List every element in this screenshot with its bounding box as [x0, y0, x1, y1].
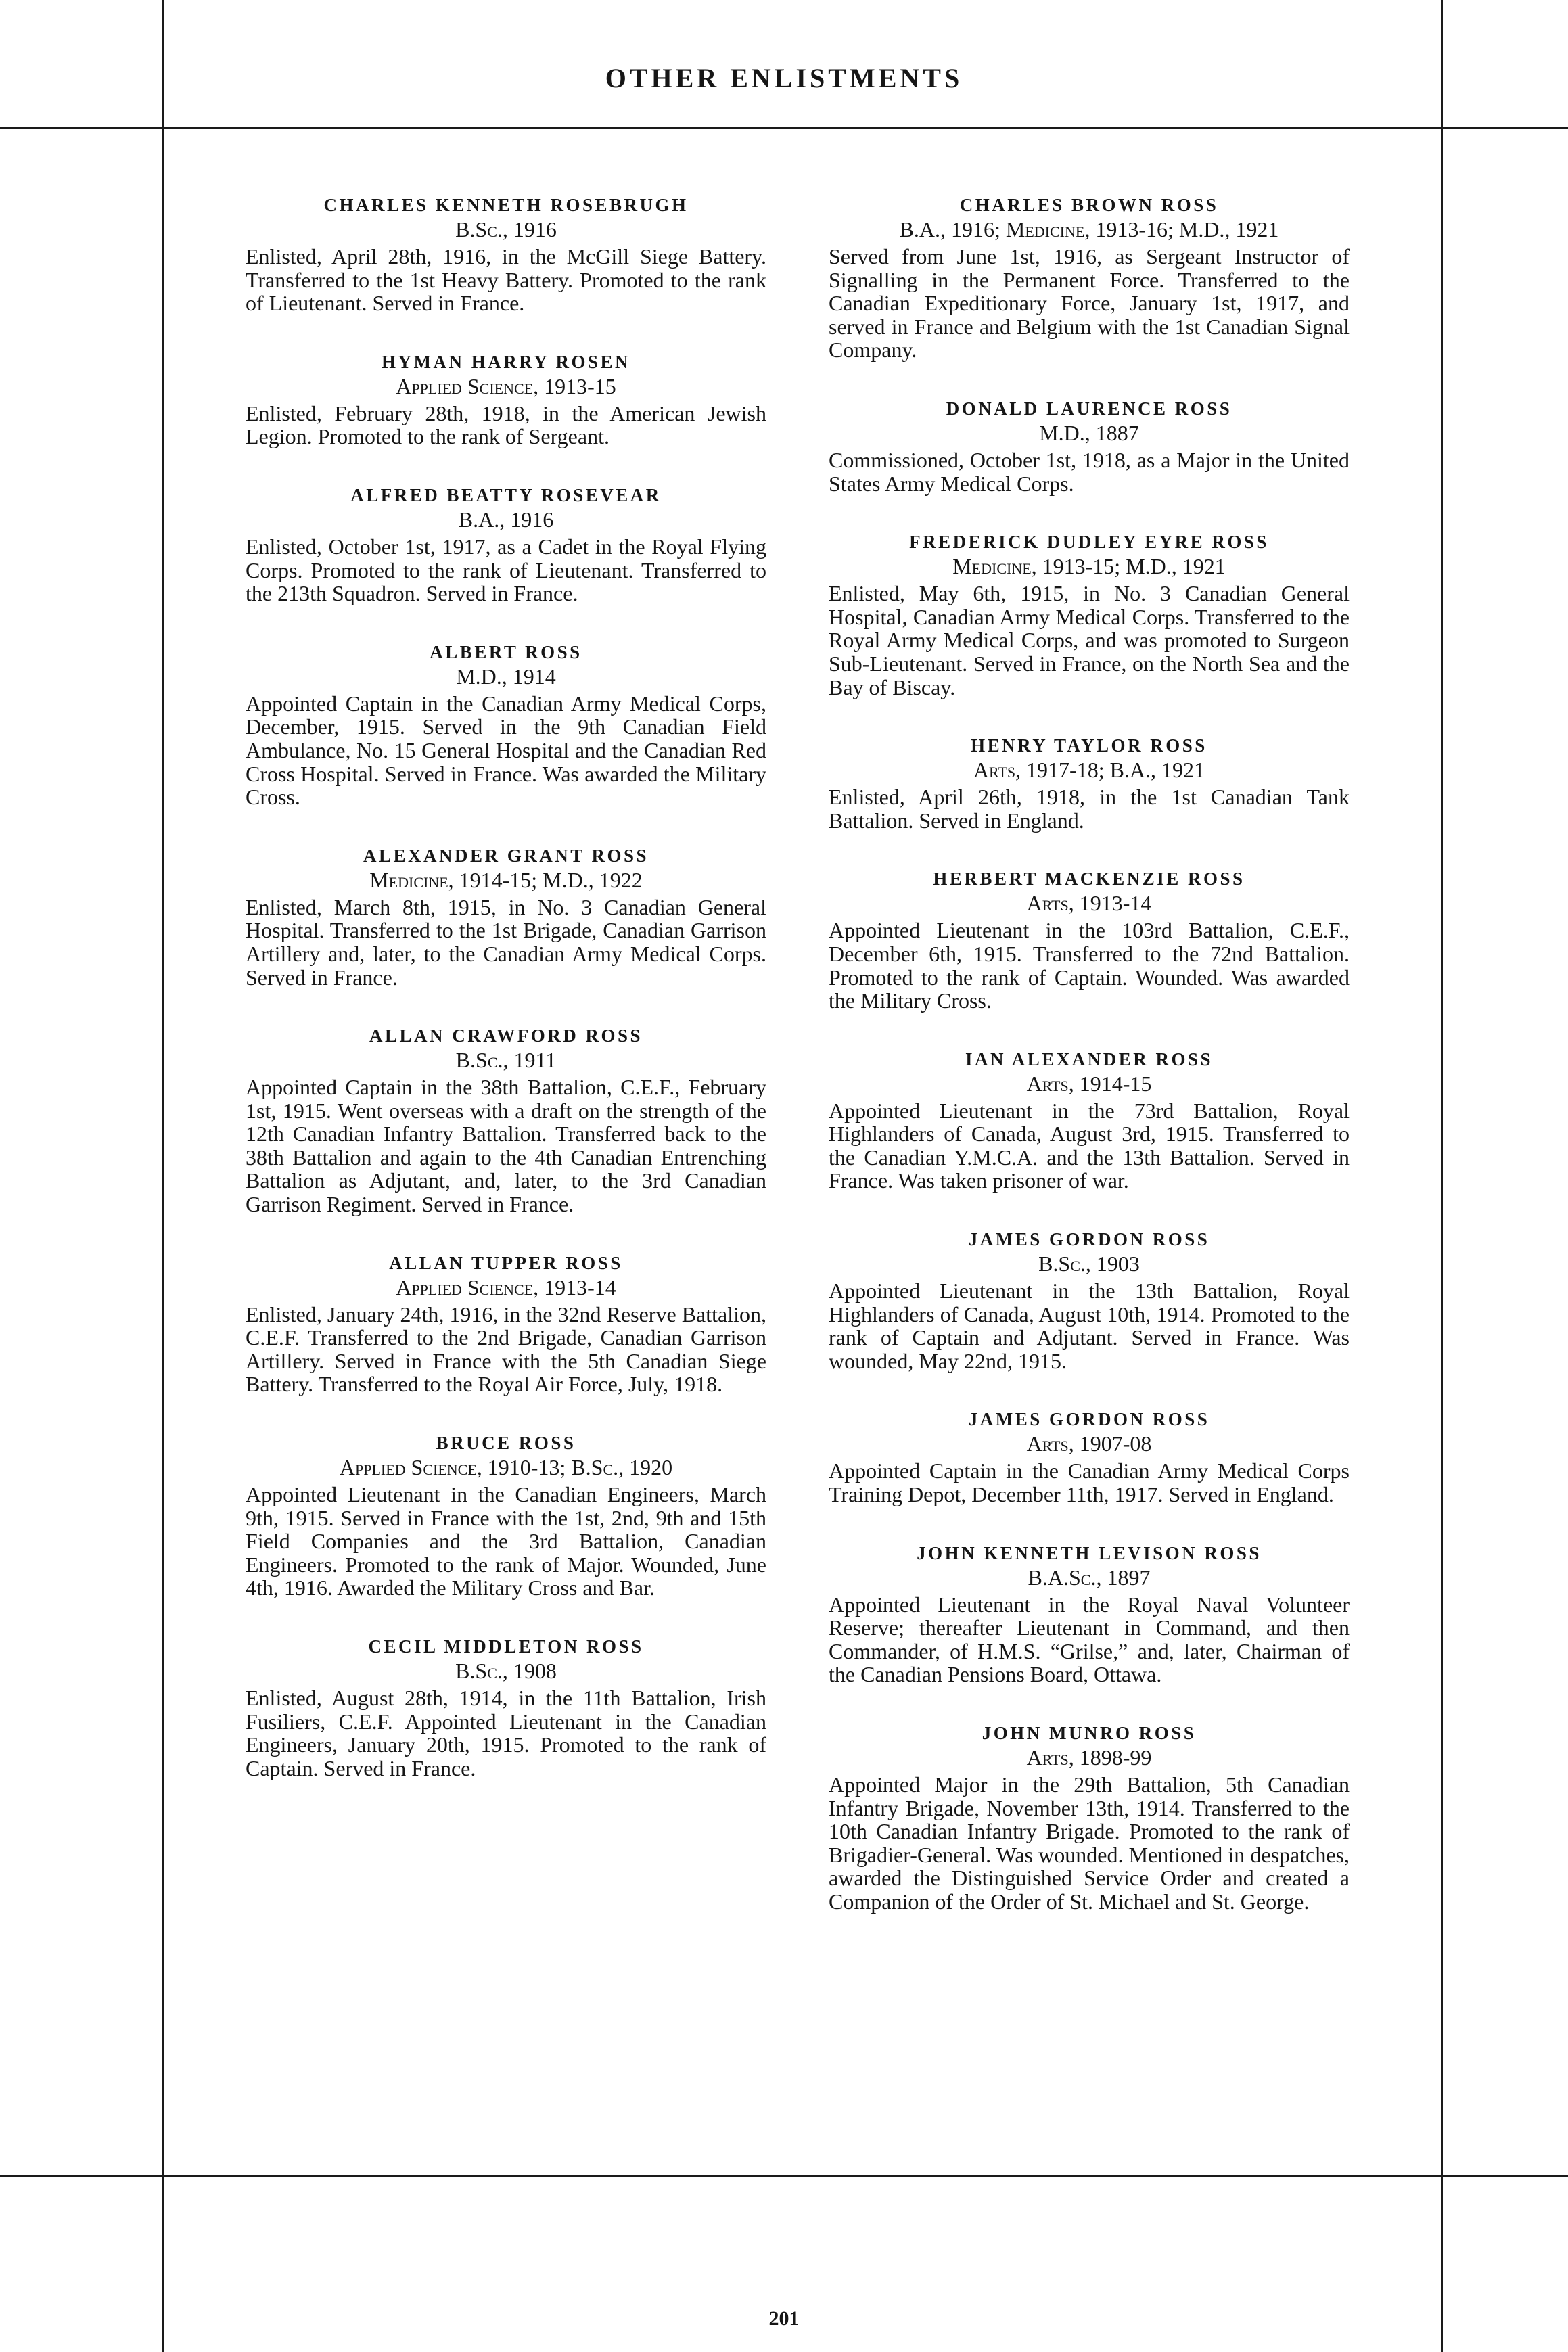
- enlistment-entry: [829, 193, 1350, 362]
- entry-name: HERBERT MACKENZIE ROSS: [933, 869, 1245, 890]
- entry-name: HENRY TAYLOR ROSS: [971, 735, 1207, 756]
- entry-degree: Medicine, 1913-15; M.D., 1921: [952, 554, 1226, 579]
- entry-body: Appointed Captain in the Canadian Army Medical Corps, December, 1915. Served in the 9th Canadian Field Ambulance, No. 15 General Hospital and the Canadian Red Cross Hospital. Served in France. Was awarded the Military Cross.: [246, 691, 766, 810]
- entry-degree: Applied Science, 1913-15: [396, 373, 616, 398]
- entry-name: CHARLES BROWN ROSS: [959, 195, 1219, 215]
- page-number: 201: [768, 2307, 800, 2330]
- left-margin-rule: [162, 0, 164, 2352]
- entry-degree: B.Sc., 1908: [455, 1659, 557, 1683]
- enlistment-entry: [246, 1431, 766, 1600]
- entry-body: Enlisted, May 6th, 1915, in No. 3 Canadian General Hospital, Canadian Army Medical Corps. Transferred to the Royal Army Medical Corps, and was promoted to Surgeon Sub-Lieutenant. Served in France, on the North Sea and the Bay of Biscay.: [829, 581, 1350, 699]
- entry-body: Enlisted, April 28th, 1916, in the McGill Siege Battery. Transferred to the 1st Heavy Battery. Promoted to the rank of Lieutenant. Served in France.: [246, 244, 766, 316]
- entry-degree: Arts, 1913-14: [1026, 891, 1152, 916]
- entry-degree: B.Sc., 1903: [1038, 1251, 1140, 1276]
- entry-name: DONALD LAURENCE ROSS: [946, 398, 1232, 419]
- entry-body: Enlisted, January 24th, 1916, in the 32nd Reserve Battalion, C.E.F. Transferred to the 2nd Brigade, Canadian Garrison Artillery. Served in France with the 5th Canadian Siege Battery. Transferred to the Royal Air Force, July, 1918.: [246, 1301, 766, 1397]
- entry-name: JOHN MUNRO ROSS: [982, 1723, 1197, 1743]
- enlistment-entry: [246, 193, 766, 315]
- entry-name: ALFRED BEATTY ROSEVEAR: [350, 484, 662, 505]
- entry-degree: B.A., 1916; Medicine, 1913-16; M.D., 1921: [899, 217, 1279, 241]
- entry-degree: Medicine, 1914-15; M.D., 1922: [369, 867, 643, 892]
- entry-body: Appointed Lieutenant in the Royal Naval Volunteer Reserve; thereafter Lieutenant in Command, and then Commander, of H.M.S. “Grilse,” and, later, Chairman of the Canadian Pensions Board, Ottawa.: [829, 1592, 1350, 1687]
- entry-degree: B.A., 1916: [458, 507, 554, 532]
- enlistment-entry: [829, 1408, 1350, 1506]
- entry-body: Served from June 1st, 1916, as Sergeant Instructor of Signalling in the Permanent Force. Transferred to the Canadian Expeditionary Force, January 1st, 1917, and served in France and Belgium with the 1st Canadian Signal Company.: [829, 244, 1350, 363]
- enlistment-entry: [829, 867, 1350, 1012]
- enlistment-entry: [246, 350, 766, 448]
- entry-name: ALLAN CRAWFORD ROSS: [369, 1025, 643, 1046]
- enlistment-entry: [829, 1722, 1350, 1914]
- enlistment-entry: [829, 530, 1350, 699]
- entry-name: FREDERICK DUDLEY EYRE ROSS: [909, 532, 1269, 553]
- enlistment-entry: [246, 641, 766, 809]
- entry-degree: B.Sc., 1911: [455, 1048, 557, 1073]
- enlistment-entry: [246, 1635, 766, 1780]
- entry-name: CHARLES KENNETH ROSEBRUGH: [323, 195, 689, 215]
- enlistment-entry: [829, 734, 1350, 832]
- enlistment-entry: [829, 1228, 1350, 1373]
- entry-body: Appointed Lieutenant in the 73rd Battalion, Royal Highlanders of Canada, August 3rd, 1915. Transferred to the Canadian Y.M.C.A. and the 13th Battalion. Served in France. Was taken prisoner of war.: [829, 1098, 1350, 1193]
- entry-body: Appointed Major in the 29th Battalion, 5th Canadian Infantry Brigade, November 13th, 1914. Transferred to the 10th Canadian Infantry Brigade. Promoted to the rank of Brigadier-General. Was wounded. Mentioned in despatches, awarded the Distinguished Service Order and created a Companion of the Order of St. Michael and St. George.: [829, 1772, 1350, 1914]
- enlistment-entry: [829, 1542, 1350, 1686]
- entry-name: HYMAN HARRY ROSEN: [381, 351, 631, 372]
- entry-degree: Arts, 1917-18; B.A., 1921: [973, 758, 1205, 783]
- entry-name: ALEXANDER GRANT ROSS: [363, 845, 649, 866]
- right-column: [829, 193, 1350, 1949]
- entry-degree: B.Sc., 1916: [455, 217, 557, 241]
- entry-name: JAMES GORDON ROSS: [968, 1409, 1210, 1430]
- entry-body: Appointed Captain in the Canadian Army Medical Corps Training Depot, December 11th, 1917. Served in England.: [829, 1458, 1350, 1507]
- top-horizontal-rule: [0, 127, 1568, 129]
- entry-degree: B.A.Sc., 1897: [1028, 1565, 1151, 1590]
- bottom-horizontal-rule: [0, 2175, 1568, 2177]
- page-title: OTHER ENLISTMENTS: [605, 63, 963, 93]
- entry-body: Appointed Lieutenant in the 13th Battalion, Royal Highlanders of Canada, August 10th, 1914. Promoted to the rank of Captain and Adjutant. Served in France. Was wounded, May 22nd, 1915.: [829, 1278, 1350, 1373]
- entry-degree: Arts, 1898-99: [1026, 1745, 1152, 1770]
- entry-body: Enlisted, October 1st, 1917, as a Cadet in the Royal Flying Corps. Promoted to the rank of Lieutenant. Transferred to the 213th Squadron. Served in France.: [246, 534, 766, 606]
- enlistment-entry: [829, 1048, 1350, 1193]
- entry-degree: Applied Science, 1910-13; B.Sc., 1920: [339, 1455, 673, 1480]
- entry-body: Enlisted, March 8th, 1915, in No. 3 Canadian General Hospital. Transferred to the 1st Brigade, Canadian Garrison Artillery and, later, to the Canadian Army Medical Corps. Served in France.: [246, 894, 766, 990]
- entry-name: JAMES GORDON ROSS: [968, 1229, 1210, 1250]
- entry-body: Appointed Captain in the 38th Battalion, C.E.F., February 1st, 1915. Went overseas with a draft on the strength of the 12th Canadian Infantry Battalion. Transferred back to the 38th Battalion and again to the 4th Canadian Entrenching Battalion as Adjutant, and, later, to the 3rd Canadian Garrison Regiment. Served in France.: [246, 1075, 766, 1217]
- left-column: [246, 193, 766, 1815]
- enlistment-entry: [246, 1251, 766, 1396]
- entry-body: Enlisted, August 28th, 1914, in the 11th Battalion, Irish Fusiliers, C.E.F. Appointed Lieutenant in the Canadian Engineers, January 20th, 1915. Promoted to the rank of Captain. Served in France.: [246, 1686, 766, 1780]
- entry-name: ALBERT ROSS: [430, 641, 582, 662]
- entry-body: Commissioned, October 1st, 1918, as a Major in the United States Army Medical Corps.: [829, 447, 1350, 496]
- entry-body: Appointed Lieutenant in the Canadian Engineers, March 9th, 1915. Served in France with the 1st, 2nd, 9th and 15th Field Companies and the 3rd Battalion, Canadian Engineers. Promoted to the rank of Major. Wounded, June 4th, 1916. Awarded the Military Cross and Bar.: [246, 1482, 766, 1600]
- entry-name: ALLAN TUPPER ROSS: [389, 1252, 623, 1273]
- right-margin-rule: [1441, 0, 1443, 2352]
- entry-body: Enlisted, February 28th, 1918, in the American Jewish Legion. Promoted to the rank of Sergeant.: [246, 400, 766, 449]
- enlistment-entry: [246, 1024, 766, 1216]
- entry-name: IAN ALEXANDER ROSS: [965, 1048, 1214, 1069]
- entry-degree: M.D., 1887: [1039, 420, 1139, 445]
- entry-degree: Arts, 1907-08: [1026, 1431, 1152, 1456]
- entry-name: BRUCE ROSS: [436, 1433, 576, 1454]
- enlistment-entry: [246, 484, 766, 605]
- enlistment-entry: [829, 397, 1350, 495]
- entry-name: JOHN KENNETH LEVISON ROSS: [917, 1542, 1262, 1563]
- entry-name: CECIL MIDDLETON ROSS: [368, 1636, 644, 1657]
- entry-degree: M.D., 1914: [456, 664, 556, 689]
- entry-degree: Arts, 1914-15: [1026, 1071, 1152, 1096]
- entry-body: Appointed Lieutenant in the 103rd Battalion, C.E.F., December 6th, 1915. Transferred to the 72nd Battalion. Promoted to the rank of Captain. Wounded. Was awarded the Military Cross.: [829, 918, 1350, 1013]
- entry-body: Enlisted, April 26th, 1918, in the 1st Canadian Tank Battalion. Served in England.: [829, 785, 1350, 833]
- enlistment-entry: [246, 844, 766, 989]
- entry-degree: Applied Science, 1913-14: [396, 1274, 616, 1299]
